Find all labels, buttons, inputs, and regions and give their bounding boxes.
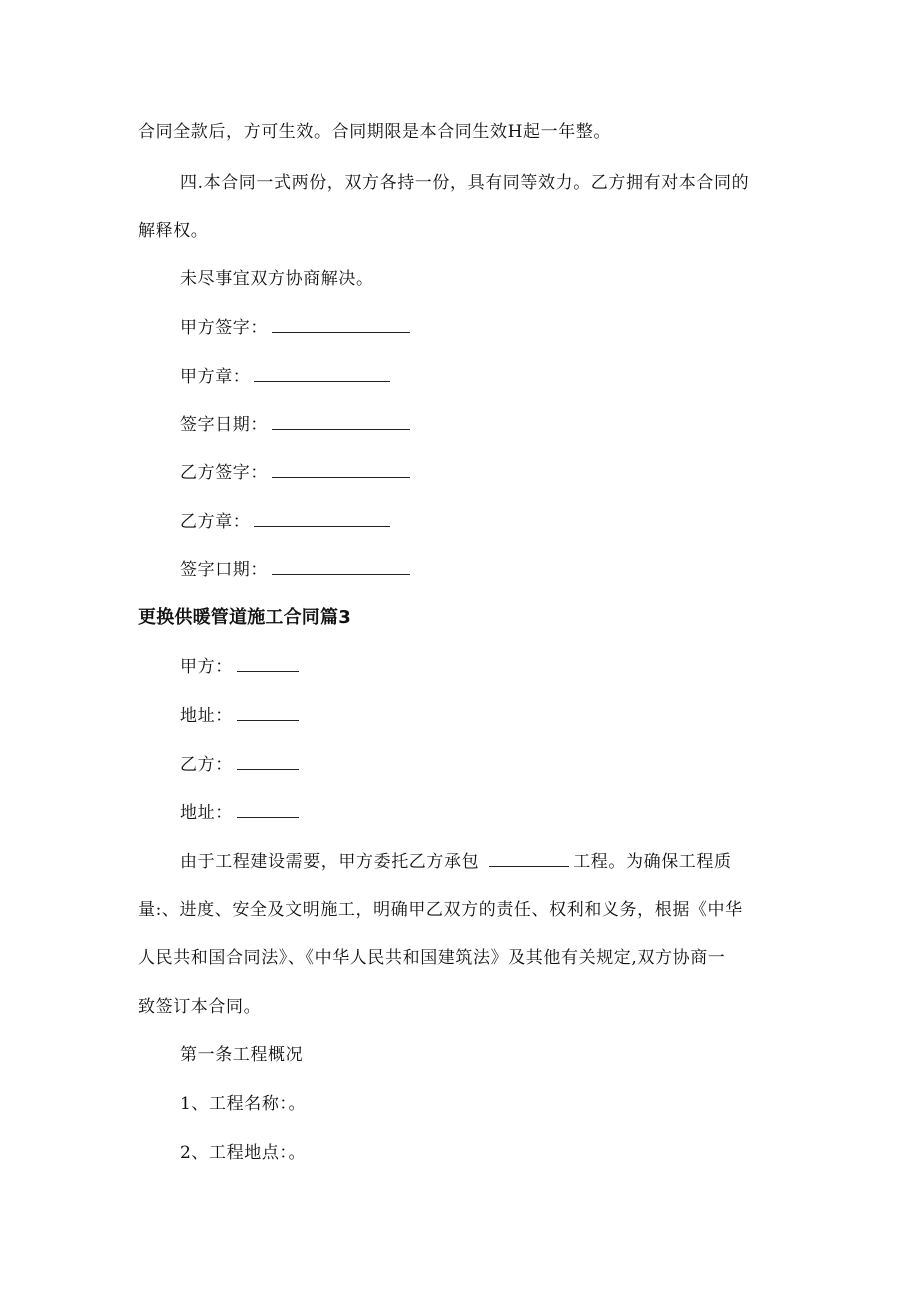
intro-line-4: 致签订本合同。 (138, 997, 262, 1017)
party-b-seal-blank (254, 512, 390, 527)
address-1-label: 地址： (180, 706, 233, 726)
party-b-signature-blank (272, 463, 410, 478)
paragraph-copies-line1: 四.本合同一式两份，双方各持一份，具有同等效力。乙方拥有对本合同的 (180, 173, 750, 193)
address-2-blank (237, 803, 299, 818)
party-a-seal-blank (254, 367, 390, 382)
party-b-blank (237, 755, 299, 770)
party-b-seal-row (180, 511, 390, 533)
party-a-signature-blank (272, 318, 410, 333)
paragraph-unsettled: 未尽事宜双方协商解决。 (180, 269, 374, 289)
party-b-signature-row (180, 462, 410, 484)
sign-date-2-blank (272, 560, 410, 575)
party-b-signature-label: 乙方签字： (180, 463, 268, 483)
address-1-blank (237, 706, 299, 721)
article-1-item-2: 2、工程地点：。 (180, 1143, 307, 1163)
intro-line-3: 人民共和国合同法》、《中华人民共和国建筑法》及其他有关规定,双方协商一 (138, 948, 726, 968)
party-b-row (180, 754, 299, 776)
sign-date-1-row (180, 414, 410, 436)
intro-line-1-before: 由于工程建设需要，甲方委托乙方承包 (180, 852, 480, 872)
paragraph-effect: 合同全款后，方可生效。合同期限是本合同生效H起一年整。 (138, 122, 612, 142)
intro-line-2: 量:、进度、安全及文明施工，明确甲乙双方的责任、权利和义务，根据《中华 (138, 900, 743, 920)
sign-date-2-label: 签字口期： (180, 560, 268, 580)
address-1-row (180, 705, 299, 727)
sign-date-2-row (180, 559, 410, 581)
sign-date-1-blank (272, 415, 410, 430)
party-a-signature-label: 甲方签字： (180, 318, 268, 338)
party-b-seal-label: 乙方章： (180, 512, 251, 532)
section-title: 更换供暖管道施工合同篇3 (138, 607, 351, 628)
article-1-item-1: 1、工程名称：。 (180, 1094, 307, 1114)
intro-line-1 (180, 851, 732, 873)
party-a-label: 甲方： (180, 657, 233, 677)
address-2-label: 地址： (180, 803, 233, 823)
intro-line-1-after: 工程。为确保工程质 (573, 852, 732, 872)
party-b-label: 乙方： (180, 755, 233, 775)
sign-date-1-label: 签字日期： (180, 415, 268, 435)
article-1-title: 第一条工程概况 (180, 1045, 304, 1065)
party-a-signature-row (180, 317, 410, 339)
project-name-blank (489, 852, 569, 867)
party-a-seal-row (180, 366, 390, 388)
party-a-row (180, 656, 299, 678)
address-2-row (180, 802, 299, 824)
party-a-seal-label: 甲方章： (180, 367, 251, 387)
paragraph-copies-line2: 解释权。 (138, 221, 209, 241)
party-a-blank (237, 657, 299, 672)
